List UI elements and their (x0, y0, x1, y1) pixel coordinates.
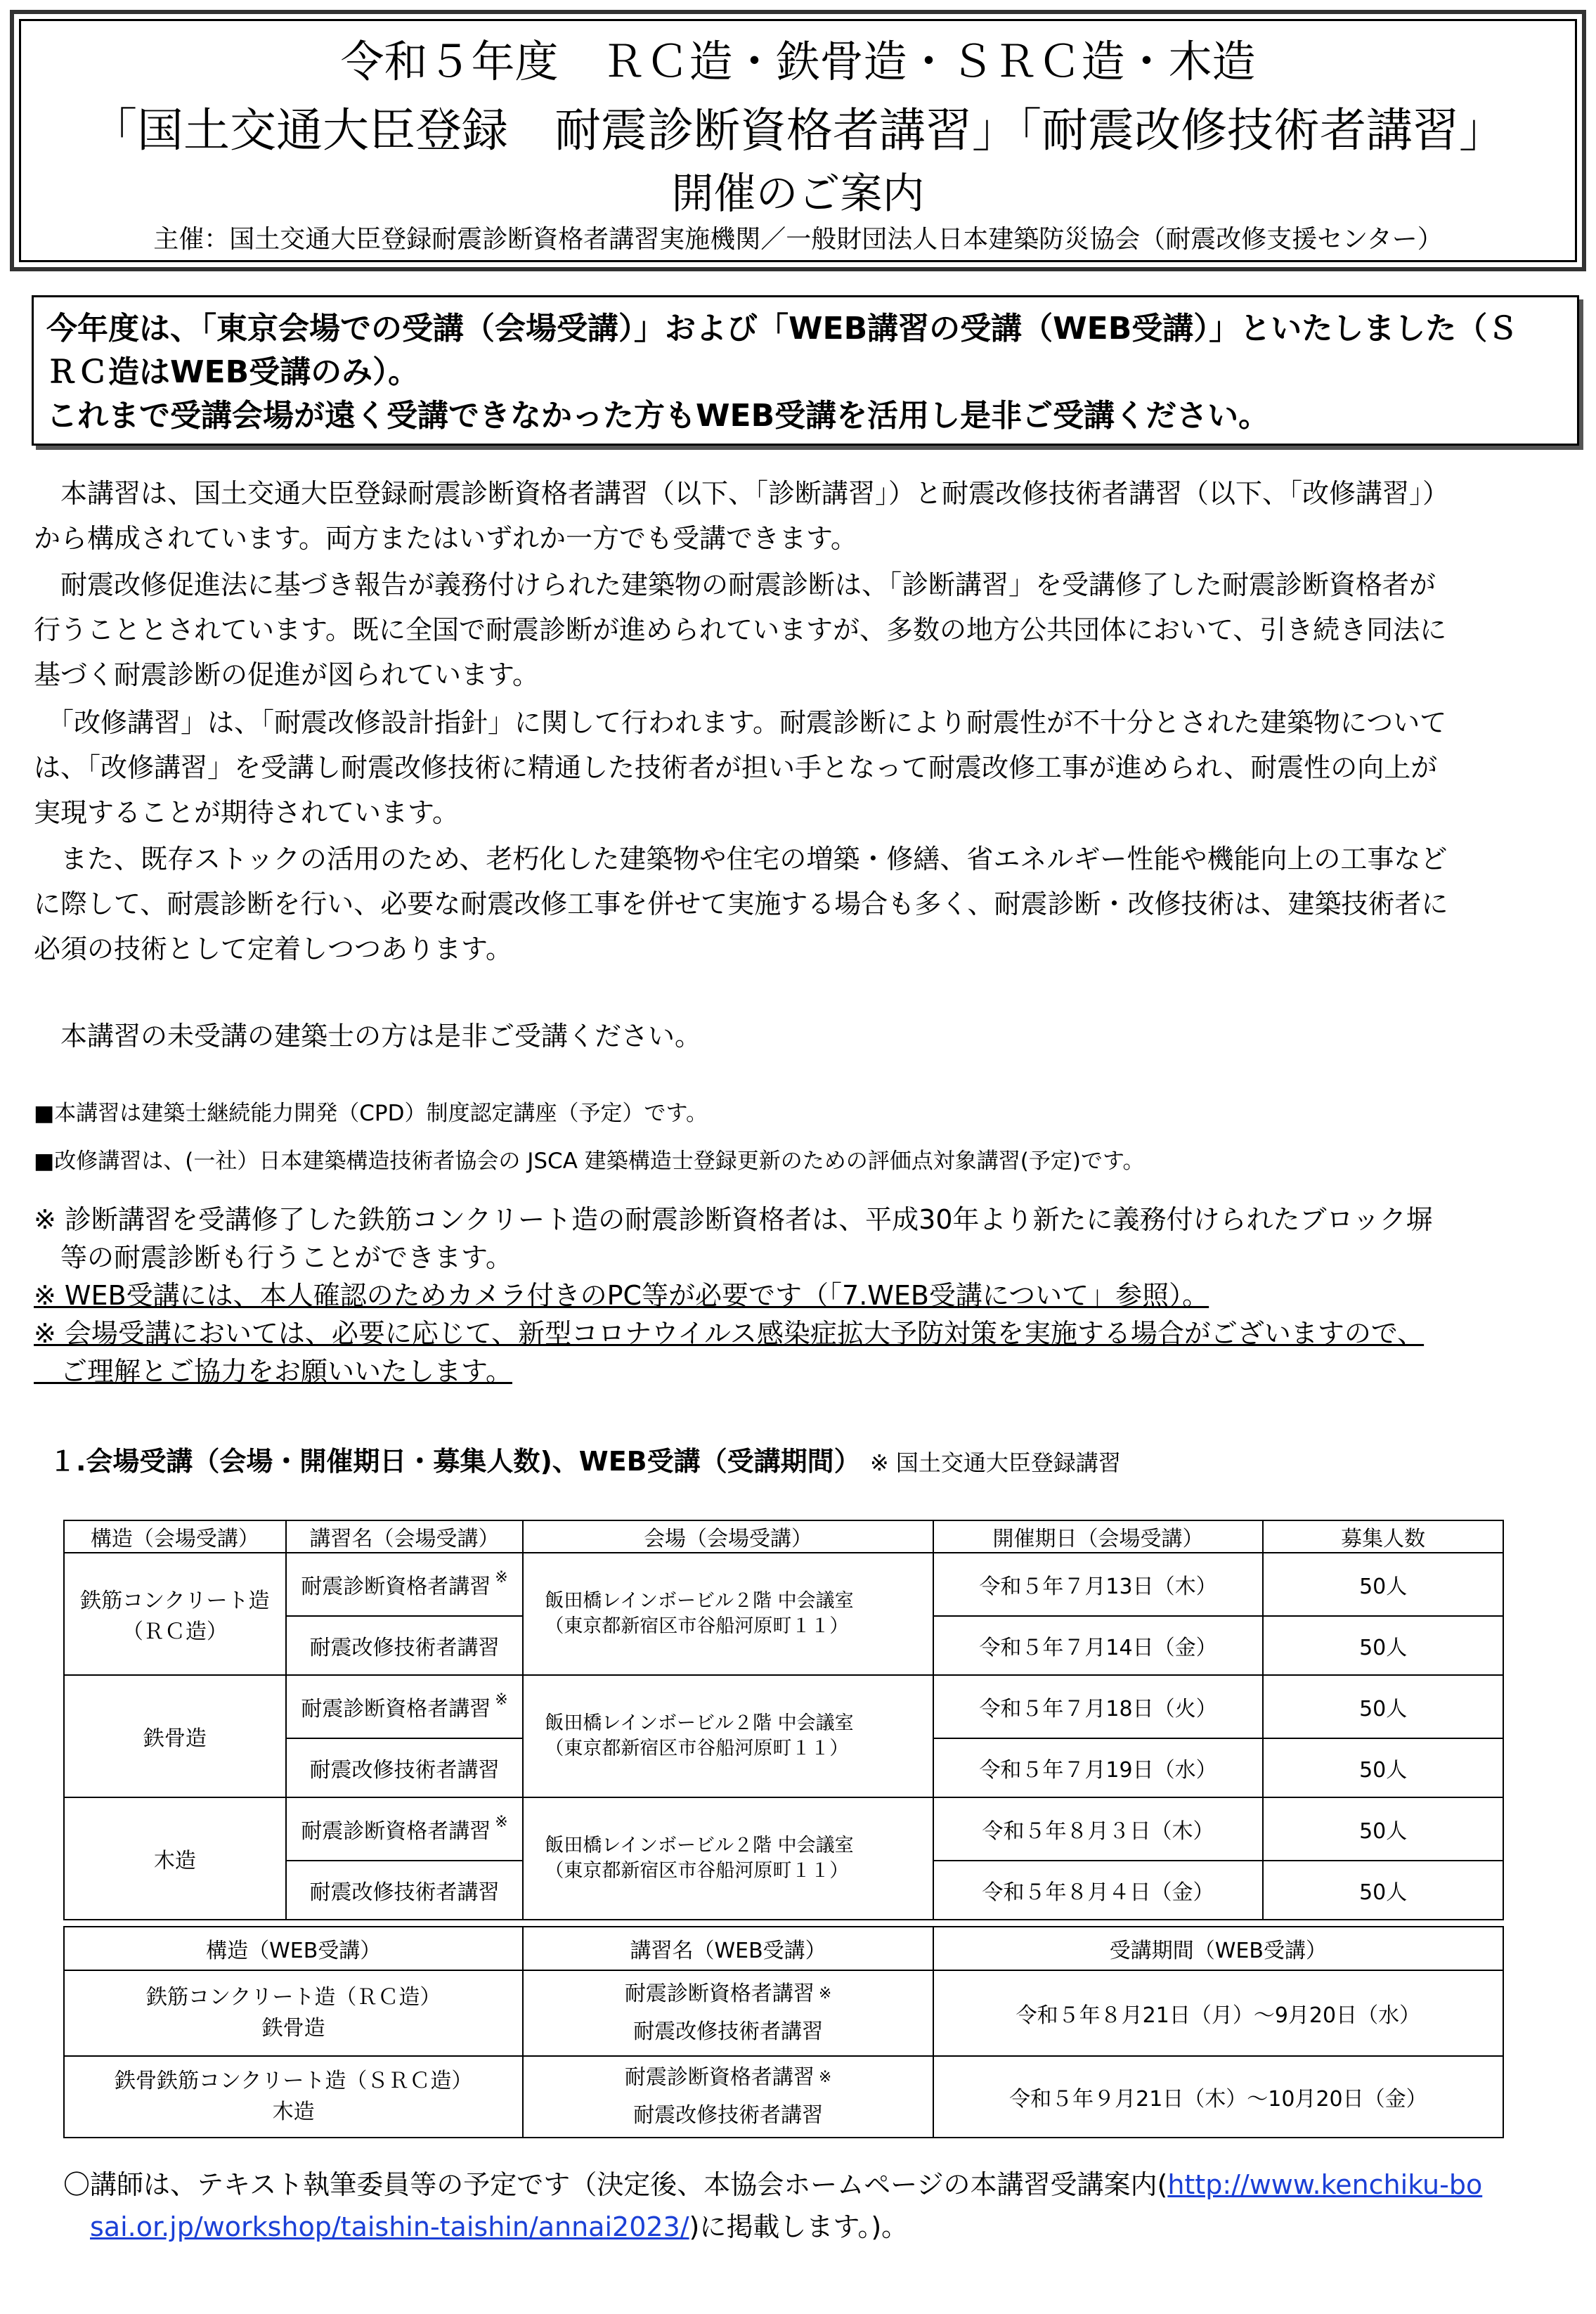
table-row (64, 1675, 1503, 1738)
paragraph-line: から構成されています。両方またはいずれか一方でも受講できます。 (34, 523, 857, 554)
course-line (524, 2059, 932, 2097)
table-row (64, 1970, 1503, 2056)
course-name: 耐震改修技術者講習 (633, 2103, 824, 2128)
table-row (64, 2056, 1503, 2138)
count-cell: 50人 (1263, 1738, 1503, 1797)
intro-paragraph (34, 471, 1566, 561)
course-cell (523, 1970, 933, 2056)
section-heading-note: ※ 国土交通大臣登録講習 (869, 1449, 1121, 1476)
section-heading (49, 1440, 1121, 1478)
structure-cell (64, 1553, 286, 1675)
notice-line-3: これまで受講会場が遠く受講できなかった方もWEB受講を活用し是非ご受講ください。 (46, 398, 1270, 434)
count-cell: 50人 (1263, 1797, 1503, 1861)
registered-mark: ※ (495, 1569, 508, 1586)
note-line: 等の耐震診断も行うことができます。 (34, 1242, 512, 1273)
structure-sub: （ＲＣ造） (122, 1620, 228, 1644)
note-line: ※ 診断講習を受講修了した鉄筋コンクリート造の耐震診断資格者は、平成30年より新たに義務付けられたブロック塀 (34, 1204, 1433, 1235)
header-cell: 構造（WEB受講） (64, 1927, 523, 1970)
venue-address: （東京都新宿区市谷船河原町１１） (545, 1738, 849, 1759)
paragraph-line: 必須の技術として定着しつつあります。 (34, 933, 512, 964)
footer-line (63, 2206, 1482, 2248)
table-header-row (64, 1927, 1503, 1970)
section-heading-text: １.会場受講（会場・開催期日・募集人数)、WEB受講（受講期間） (49, 1446, 861, 1477)
paragraph-line: に際して、耐震診断を行い、必要な耐震改修工事を併せて実施する場合も多く、耐震診断・改修技術は、建築技術者に (34, 888, 1448, 919)
course-cell: 耐震改修技術者講習 (286, 1616, 524, 1675)
header-cell: 開催期日（会場受講） (933, 1520, 1264, 1553)
organizer-line: 主催：国土交通大臣登録耐震診断資格者講習実施機関／一般財団法人日本建築防災協会（耐震改修支援センター） (153, 225, 1443, 254)
structure-cell (64, 1675, 286, 1797)
date-cell: 令和５年７月19日（水） (933, 1738, 1264, 1797)
paragraph-line: 耐震改修促進法に基づき報告が義務付けられた建築物の耐震診断は、「診断講習」を受講修了した耐震診断資格者が (34, 569, 1436, 600)
date-cell: 令和５年８月３日（木） (933, 1797, 1264, 1861)
notice-line-2: ＲＣ造はWEB受講のみ）。 (46, 354, 420, 390)
footer-suffix: )に掲載します。)。 (689, 2211, 909, 2242)
course-cell (523, 2056, 933, 2138)
count-cell: 50人 (1263, 1553, 1503, 1616)
footer-prefix: 〇講師は、テキスト執筆委員等の予定です（決定後、本協会ホームページの本講習受講案内( (63, 2169, 1168, 2200)
header-cell: 受講期間（WEB受講） (933, 1927, 1503, 1970)
note-web-camera: ※ WEB受講には、本人確認のためカメラ付きのPC等が必要です（「7.WEB受講について」参照）。 (34, 1280, 1209, 1311)
structure-cell (64, 2056, 523, 2138)
invite-text (34, 1014, 1566, 1059)
cpd-note: ■本講習は建築士継続能力開発（CPD）制度認定講座（予定）です。 (34, 1101, 708, 1126)
course-cell (286, 1675, 524, 1738)
notice-line-1: 今年度は、「東京会場での受講（会場受講）」および「WEB講習の受講（WEB受講）」といたしました（Ｓ (46, 311, 1519, 347)
instructor-note (63, 2164, 1482, 2248)
venue-cell (523, 1797, 933, 1920)
table-row (64, 1797, 1503, 1861)
date-cell: 令和５年７月18日（火） (933, 1675, 1264, 1738)
table-row (64, 1553, 1503, 1616)
jsca-note: ■改修講習は、(一社）日本建築構造技術者協会の JSCA 建築構造士登録更新のための評価点対象講習(予定)です。 (34, 1149, 1145, 1174)
paragraph-line: 基づく耐震診断の促進が図られています。 (34, 659, 539, 690)
count-cell: 50人 (1263, 1861, 1503, 1920)
paragraph-line: は、「改修講習」を受講し耐震改修技術に精通した技術者が担い手となって耐震改修工事が進められ、耐震性の向上が (34, 752, 1438, 783)
count-cell: 50人 (1263, 1675, 1503, 1738)
header-cell: 募集人数 (1263, 1520, 1503, 1553)
paragraph-line: 本講習は、国土交通大臣登録耐震診断資格者講習（以下、「診断講習」）と耐震改修技術者講習（以下、「改修講習」） (34, 478, 1450, 509)
workshop-link-cont[interactable]: sai.or.jp/workshop/taishin-taishin/annai2023/ (90, 2211, 689, 2242)
venue-cell (523, 1553, 933, 1675)
course-name: 耐震診断資格者講習 (624, 1982, 815, 2006)
venue-cell (523, 1675, 933, 1797)
registered-mark: ※ (818, 2069, 832, 2086)
structure-name: 鉄骨造 (143, 1726, 207, 1751)
title-line-3: 開催のご案内 (671, 169, 925, 219)
venue-address: （東京都新宿区市谷船河原町１１） (545, 1860, 849, 1882)
registered-mark: ※ (495, 1814, 508, 1831)
web-schedule-table (63, 1926, 1504, 2138)
paragraph-line: 「改修講習」は、「耐震改修設計指針」に関して行われます。耐震診断により耐震性が不十分とされた建築物について (34, 707, 1447, 738)
structure-name: 木造 (272, 2100, 315, 2124)
registered-mark: ※ (818, 1985, 832, 2003)
date-cell: 令和５年８月４日（金） (933, 1861, 1264, 1920)
venue-address: （東京都新宿区市谷船河原町１１） (545, 1615, 849, 1637)
table-header-row (64, 1520, 1503, 1553)
header-cell: 構造（会場受講） (64, 1520, 286, 1553)
structure-name: 鉄筋コンクリート造（ＲＣ造） (145, 1985, 441, 2010)
structure-name: 鉄筋コンクリート造 (80, 1589, 270, 1613)
retrofit-paragraph (34, 700, 1566, 835)
header-cell: 会場（会場受講） (523, 1520, 933, 1553)
structure-cell (64, 1970, 523, 2056)
footer-line (63, 2164, 1482, 2206)
course-cell (286, 1797, 524, 1861)
venue-schedule-table (63, 1520, 1504, 1920)
date-cell: 令和５年７月13日（木） (933, 1553, 1264, 1616)
diagnosis-paragraph (34, 562, 1566, 697)
registered-mark: ※ (495, 1691, 508, 1709)
note-block-wall (34, 1201, 1433, 1276)
period-cell: 令和５年８月21日（月）～9月20日（水） (933, 1970, 1503, 2056)
title-line-2: 「国土交通大臣登録 耐震診断資格者講習」「耐震改修技術者講習」 (91, 103, 1505, 157)
course-cell: 耐震改修技術者講習 (286, 1738, 524, 1797)
course-name: 耐震改修技術者講習 (633, 2019, 824, 2044)
date-cell: 令和５年７月14日（金） (933, 1616, 1264, 1675)
course-cell (286, 1553, 524, 1616)
course-name: 耐震診断資格者講習 (301, 1575, 491, 1599)
paragraph-line: また、既存ストックの活用のため、老朽化した建築物や住宅の増築・修繕、省エネルギー性能や機能向上の工事など (34, 843, 1448, 874)
title-box (10, 10, 1586, 271)
course-line (524, 1975, 932, 2013)
course-name: 耐震診断資格者講習 (301, 1697, 491, 1721)
course-cell: 耐震改修技術者講習 (286, 1861, 524, 1920)
note-line: ご理解とご協力をお願いいたします。 (34, 1356, 512, 1387)
note-line: ※ 会場受講においては、必要に応じて、新型コロナウイルス感染症拡大予防対策を実施する場合がございますので、 (34, 1318, 1425, 1349)
paragraph-line: 実現することが期待されています。 (34, 797, 459, 828)
structure-cell (64, 1797, 286, 1920)
note-covid (34, 1314, 1424, 1390)
title-line-1: 令和５年度 ＲＣ造・鉄骨造・ＳＲＣ造・木造 (340, 36, 1256, 87)
header-cell: 講習名（WEB受講） (523, 1927, 933, 1970)
venue-name: 飯田橋レインボービル２階 中会議室 (545, 1590, 854, 1612)
structure-name: 鉄骨造 (261, 2016, 325, 2041)
invite-line: 本講習の未受講の建築士の方は是非ご受講ください。 (34, 1021, 702, 1052)
structure-name: 木造 (153, 1849, 196, 1873)
venue-name: 飯田橋レインボービル２階 中会議室 (545, 1835, 854, 1856)
workshop-link[interactable]: http://www.kenchiku-bo (1167, 2169, 1483, 2200)
notice-box (32, 295, 1579, 446)
venue-name: 飯田橋レインボービル２階 中会議室 (545, 1712, 854, 1734)
stock-paragraph (34, 836, 1566, 971)
period-cell: 令和５年９月21日（木）～10月20日（金） (933, 2056, 1503, 2138)
header-cell: 講習名（会場受講） (286, 1520, 524, 1553)
course-name: 耐震診断資格者講習 (624, 2065, 815, 2090)
paragraph-line: 行うこととされています。既に全国で耐震診断が進められていますが、多数の地方公共団体において、引き続き同法に (34, 614, 1447, 645)
count-cell: 50人 (1263, 1616, 1503, 1675)
structure-name: 鉄骨鉄筋コンクリート造（ＳＲＣ造） (114, 2069, 473, 2093)
course-name: 耐震診断資格者講習 (301, 1819, 491, 1844)
